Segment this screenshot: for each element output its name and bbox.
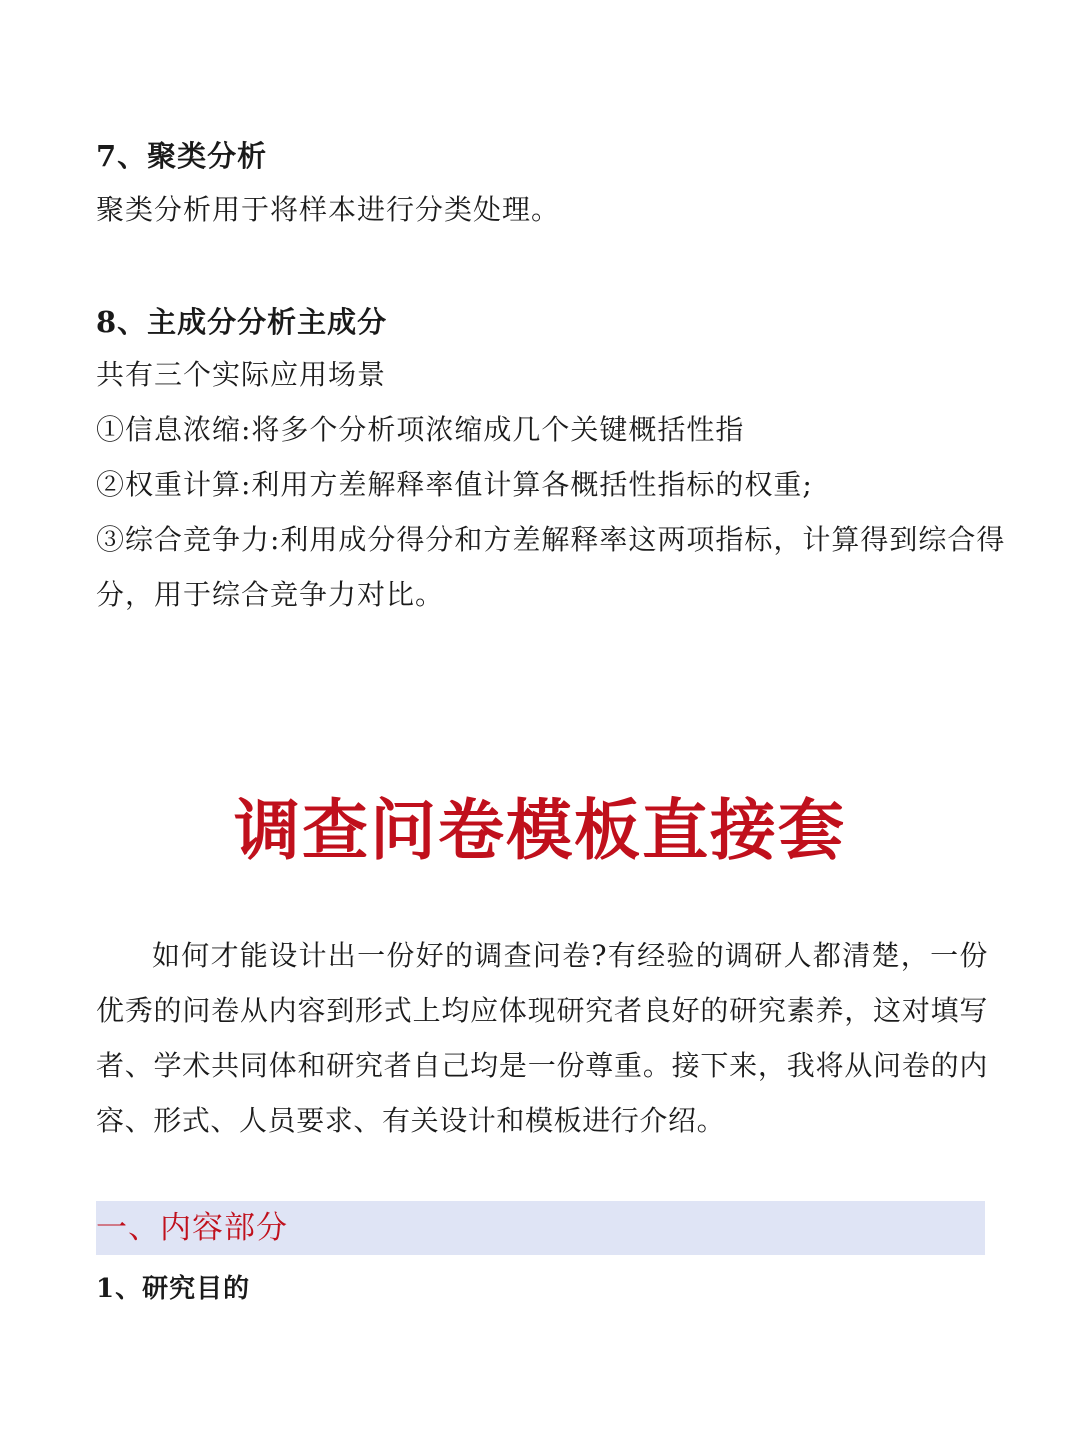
document-title: 调查问卷模板直接套 [234,791,846,869]
section-8-line: ①信息浓缩:将多个分析项浓缩成几个关键概括性指 [96,413,745,446]
section-8-line: 分，用于综合竞争力对比。 [96,578,445,611]
section-8-line: ②权重计算:利用方差解释率值计算各概括性指标的权重; [96,468,813,501]
section-8-heading: 8、主成分分析主成分 [96,305,388,339]
intro-paragraph [96,928,988,1148]
research-purpose-heading: 1、研究目的 [96,1274,251,1304]
section-one-bar [96,1201,985,1255]
intro-text: 如何才能设计出一份好的调查问卷?有经验的调研人都清楚，一份优秀的问卷从内容到形式上均应体现研究者良好的研究素养，这对填写者、学术共同体和研究者自己均是一份尊重。接下来，我将从问卷的内容、形式、人员要求、有关设计和模板进行介绍。 [96,939,988,1137]
section-one-heading: 一、内容部分 [96,1210,288,1246]
section-8-line: ③综合竞争力:利用成分得分和方差解释率这两项指标，计算得到综合得 [96,523,1006,556]
section-7-heading: 7、聚类分析 [96,139,268,173]
section-7-body: 聚类分析用于将样本进行分类处理。 [96,193,561,226]
section-8-line: 共有三个实际应用场景 [96,358,387,391]
